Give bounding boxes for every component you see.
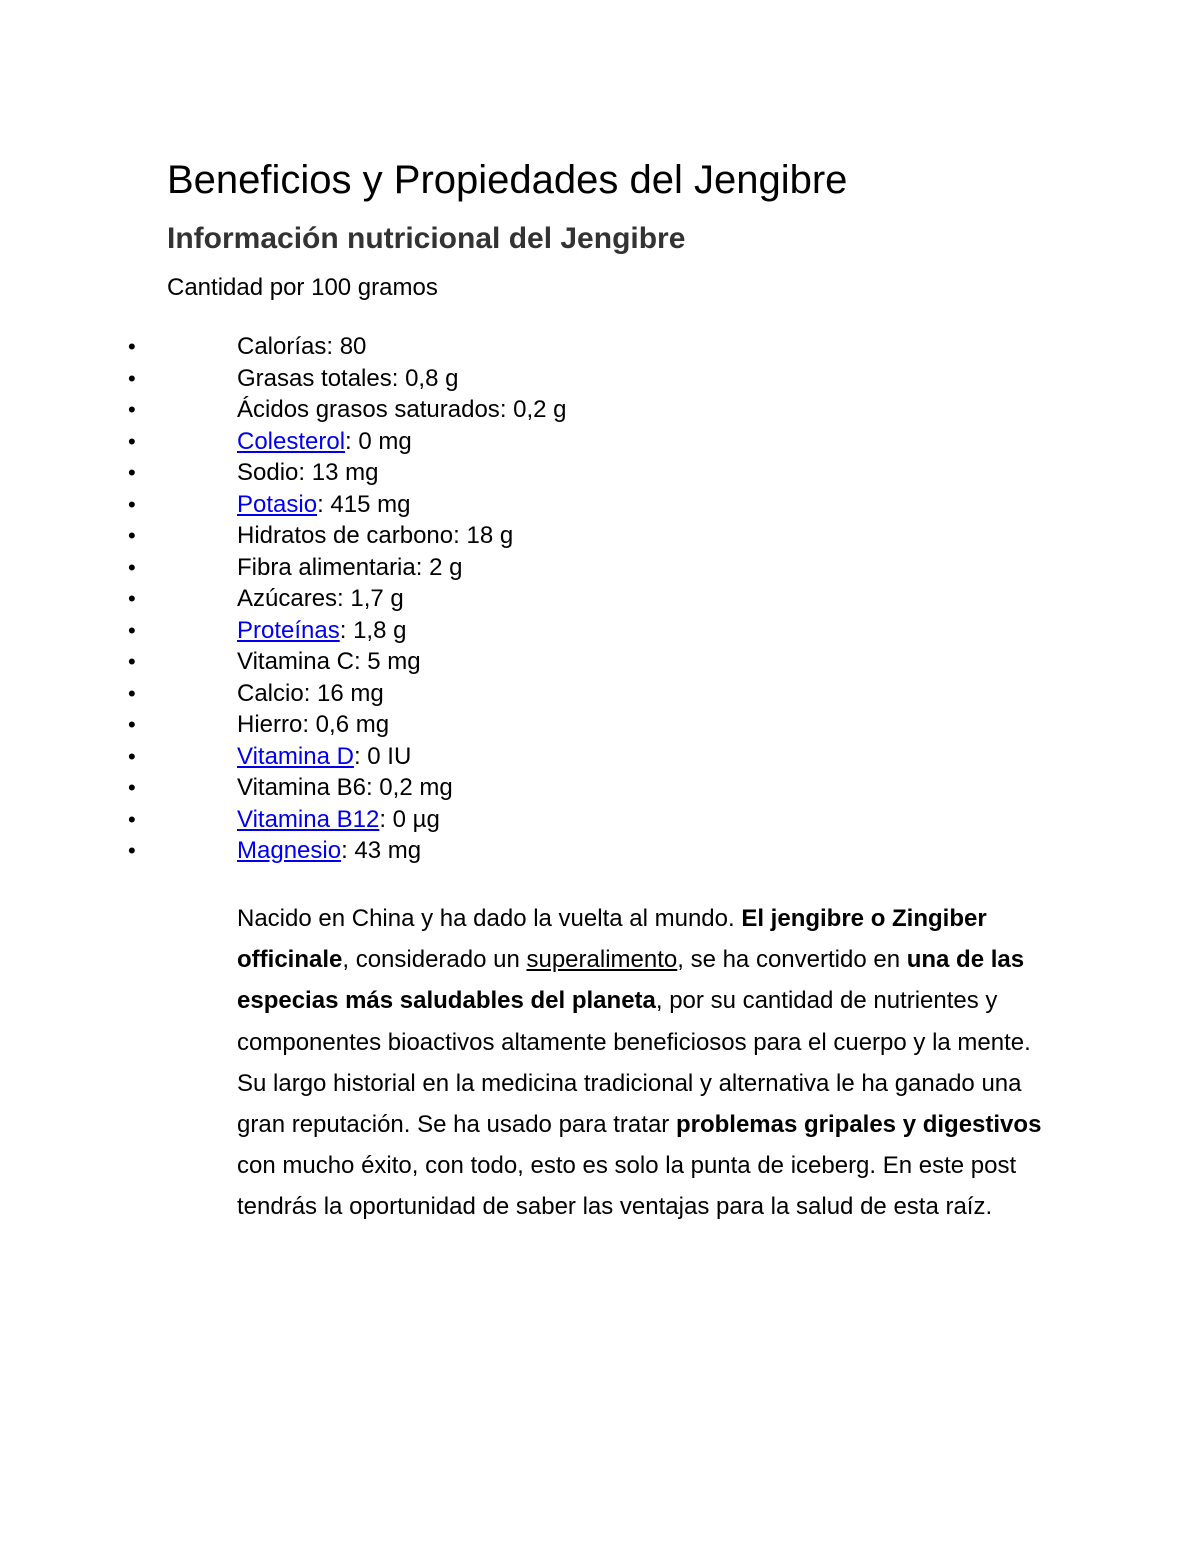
bold-phrase: una de las especias más saludables del planeta — [237, 946, 1025, 1015]
nutrient-text — [237, 426, 412, 458]
bullet-icon: • — [128, 775, 136, 800]
nutrient-value: : 18 g — [453, 522, 514, 549]
nutrient-value: : 1,8 g — [339, 616, 407, 644]
bullet-icon: • — [128, 397, 136, 422]
nutrient-text — [237, 835, 421, 867]
nutrient-value: : 415 mg — [317, 490, 411, 518]
nutrient-value: : 13 mg — [298, 459, 379, 486]
nutrient-value: : 43 mg — [341, 837, 422, 864]
bullet-icon: • — [128, 806, 136, 832]
nutrient-value: : 0,2 g — [499, 396, 567, 423]
nutrient-text — [237, 583, 404, 615]
nutrient-text — [237, 804, 440, 836]
bullet-icon: • — [128, 649, 136, 674]
bold-phrase: El jengibre o Zingiber officinale — [237, 905, 987, 974]
nutrient-text — [237, 394, 567, 426]
bullet-icon: • — [128, 712, 136, 737]
nutrient-value: : 16 mg — [303, 679, 384, 707]
nutrient-value: : 0 mg — [345, 427, 412, 455]
nutrient-value: : 5 mg — [353, 648, 421, 675]
nutrient-value: : 80 — [326, 333, 367, 360]
bullet-icon: • — [128, 743, 136, 769]
nutrient-value: : 0,6 mg — [302, 711, 390, 738]
superalimento-link[interactable]: superalimento — [526, 946, 678, 974]
nutrient-label: Grasas totales — [237, 364, 392, 392]
bullet-icon: • — [128, 523, 136, 548]
bullet-icon: • — [128, 365, 136, 391]
paragraph-text: con mucho éxito, con todo, esto es solo la punta de iceberg. En este post tendrás la oportunidad de saber las ventajas para la salud de esta raíz. — [237, 1152, 1017, 1221]
bullet-icon: • — [128, 586, 136, 611]
nutrient-label: Fibra alimentaria — [237, 553, 416, 581]
nutrient-text — [237, 331, 366, 363]
quantity-label: Cantidad por 100 gramos — [167, 274, 438, 301]
nutrient-label: Ácidos grasos saturados — [237, 396, 500, 423]
paragraph-text: , por su cantidad de nutrientes y componentes bioactivos altamente beneficiosos para el cuerpo y la mente. — [237, 987, 1031, 1056]
nutrient-text — [237, 552, 462, 584]
bullet-icon: • — [128, 617, 136, 643]
nutrient-label: Hierro — [237, 711, 303, 738]
bullet-icon: • — [128, 334, 136, 359]
bullet-icon: • — [128, 838, 136, 863]
nutrient-label: Vitamina C — [237, 648, 354, 675]
nutrient-label: Azúcares — [237, 585, 338, 612]
nutrient-value: : 0 IU — [353, 742, 412, 770]
nutrient-label: Calcio — [237, 679, 304, 707]
intro-paragraph-2 — [237, 1063, 1047, 1228]
paragraph-text: Su largo historial en la medicina tradicional y alternativa le ha ganado una gran reputación. Se ha usado para tratar — [237, 1069, 1022, 1139]
nutrient-text — [237, 457, 378, 489]
nutrient-text — [237, 709, 389, 741]
bold-phrase: problemas gripales y digestivos — [675, 1111, 1042, 1139]
nutrient-text — [237, 615, 406, 647]
paragraph-text: Nacido en China y ha dado la vuelta al mundo. — [237, 905, 742, 932]
nutrient-label: Calorías — [237, 333, 327, 360]
nutrient-text — [237, 678, 384, 710]
section-subtitle: Información nutricional del Jengibre — [167, 222, 686, 255]
nutrient-text — [237, 520, 513, 552]
nutrient-label: Hidratos de carbono — [237, 522, 454, 549]
nutrient-link[interactable]: Vitamina D — [237, 742, 354, 770]
nutrient-label: Sodio — [237, 459, 299, 486]
nutrient-value: : 0 µg — [379, 805, 440, 833]
paragraph-text: , considerado un — [342, 946, 527, 974]
nutrient-link[interactable]: Potasio — [237, 490, 318, 518]
bullet-icon: • — [128, 554, 136, 580]
nutrient-text — [237, 646, 421, 678]
nutrient-label: Vitamina B6 — [237, 774, 366, 801]
nutrient-value: : 0,2 mg — [365, 774, 453, 801]
nutrient-text — [237, 741, 411, 773]
nutrient-link[interactable]: Magnesio — [237, 837, 342, 864]
nutrient-text — [237, 363, 458, 395]
page-title: Beneficios y Propiedades del Jengibre — [167, 158, 848, 202]
paragraph-text: , se ha convertido en — [677, 946, 907, 974]
nutrient-value: : 0,8 g — [391, 364, 459, 392]
nutrient-text — [237, 489, 410, 521]
nutrient-value: : 1,7 g — [337, 585, 404, 612]
bullet-icon: • — [128, 680, 136, 706]
nutrient-link[interactable]: Proteínas — [237, 616, 340, 644]
nutrient-link[interactable]: Vitamina B12 — [237, 805, 380, 833]
nutrient-value: : 2 g — [415, 553, 463, 581]
intro-paragraph-1 — [237, 898, 1047, 1063]
nutrient-link[interactable]: Colesterol — [237, 427, 346, 455]
bullet-icon: • — [128, 460, 136, 485]
bullet-icon: • — [128, 428, 136, 454]
nutrient-text — [237, 772, 453, 804]
intro-text — [237, 898, 1047, 1228]
bullet-icon: • — [128, 491, 136, 517]
